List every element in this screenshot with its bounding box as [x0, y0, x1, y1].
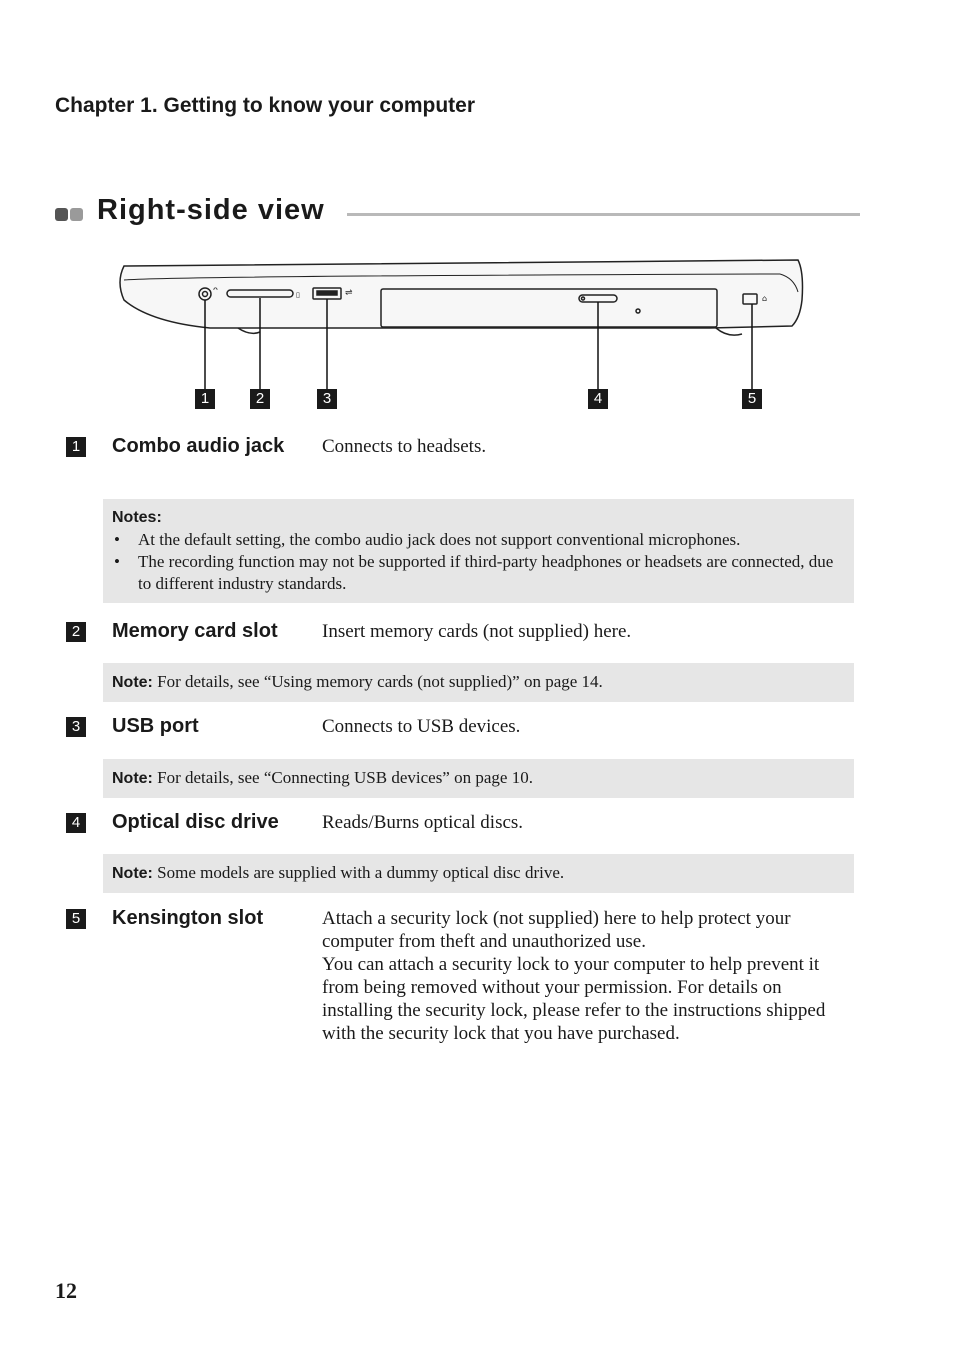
- note-label: Notes:: [112, 509, 162, 526]
- note-box-optical: [103, 854, 854, 893]
- item-name: USB port: [112, 715, 199, 737]
- section-title: [55, 196, 860, 232]
- section-heading: Right-side view: [97, 194, 325, 226]
- svg-text:▯: ▯: [296, 291, 300, 299]
- callout-3: 3: [317, 389, 337, 409]
- callout-2: 2: [250, 389, 270, 409]
- note-text: For details, see “Connecting USB devices” on page 10.: [157, 768, 533, 787]
- note-bullet: • At the default setting, the combo audio jack does not support conventional microphones.: [112, 529, 846, 551]
- note-box-memory-card: [103, 663, 854, 702]
- item-name: Kensington slot: [112, 907, 264, 929]
- note-box-usb: [103, 759, 854, 798]
- item-number: 4: [66, 813, 86, 833]
- item-description: Attach a security lock (not supplied) here to help protect your computer from theft and unauthorized use. You can attach a security lock to your computer to help prevent it from being removed without your permission. For details on installing the security lock, please refer to the instructions shipped with the security lock that you have purchased.: [322, 908, 826, 1044]
- item-number: 1: [66, 437, 86, 457]
- right-side-view-illustration: [110, 252, 810, 422]
- chapter-heading: Chapter 1. Getting to know your computer: [55, 94, 476, 117]
- callout-5: 5: [742, 389, 762, 409]
- item-description: Reads/Burns optical discs.: [322, 812, 524, 833]
- callout-1: 1: [195, 389, 215, 409]
- note-text: Some models are supplied with a dummy optical disc drive.: [157, 863, 565, 882]
- note-bullet: • The recording function may not be supported if third-party headphones or headsets are connected, due to different industry standards.: [112, 551, 846, 595]
- item-name: Combo audio jack: [112, 435, 285, 457]
- item-number: 5: [66, 909, 86, 929]
- callout-4: 4: [588, 389, 608, 409]
- item-description: Connects to USB devices.: [322, 716, 521, 737]
- item-number: 3: [66, 717, 86, 737]
- item-description: Connects to headsets.: [322, 436, 487, 457]
- section-bullet-icon: [55, 208, 85, 226]
- note-label: Note:: [112, 674, 153, 691]
- laptop-side-drawing: [110, 252, 810, 422]
- section-rule: [347, 213, 860, 216]
- svg-text:⌂: ⌂: [762, 294, 768, 303]
- item-number: 2: [66, 622, 86, 642]
- item-name: Optical disc drive: [112, 811, 279, 833]
- page-number: 12: [55, 1278, 77, 1303]
- note-list: [112, 529, 846, 595]
- item-name: Memory card slot: [112, 620, 278, 642]
- svg-text:⇌: ⇌: [345, 288, 353, 298]
- note-box-audio: [103, 499, 854, 603]
- svg-text:ᴖ: ᴖ: [213, 285, 218, 294]
- note-text: For details, see “Using memory cards (not supplied)” on page 14.: [157, 672, 603, 691]
- item-description: Insert memory cards (not supplied) here.: [322, 621, 632, 642]
- note-label: Note:: [112, 770, 153, 787]
- note-label: Note:: [112, 865, 153, 882]
